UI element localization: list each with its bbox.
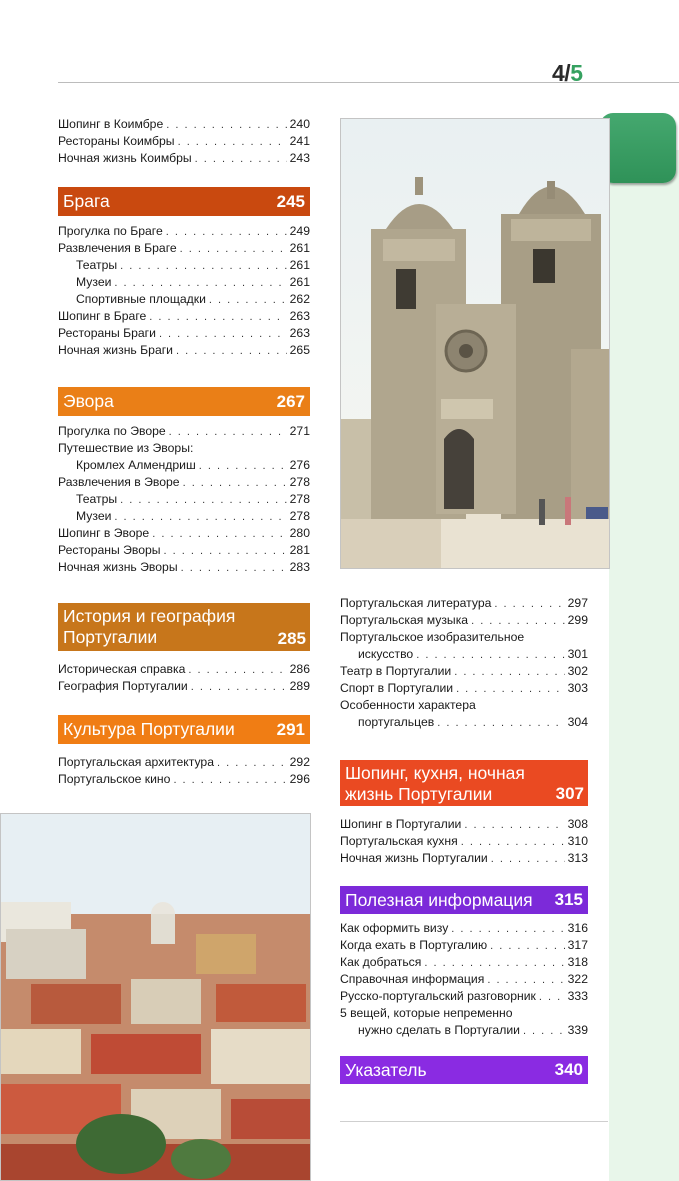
toc-entry[interactable]: Шопинг в Португалии . . . 308	[340, 816, 588, 833]
toc-entry[interactable]: Ночная жизнь Португалии . . . 313	[340, 850, 588, 867]
section-header-useful-info[interactable]: Полезная информация 315	[340, 886, 588, 914]
top-rule	[58, 82, 679, 83]
toc-entry[interactable]: Развлечения в Браге . . . 261	[58, 240, 310, 257]
right-column	[340, 595, 588, 1084]
toc-entry[interactable]: 5 вещей, которые непременно	[340, 1006, 513, 1020]
useful-info-entries	[340, 920, 588, 1039]
toc-entry[interactable]: Развлечения в Эворе . . . 278	[58, 474, 310, 491]
bottom-rule	[340, 1121, 608, 1122]
cityscape-illustration	[1, 814, 310, 1180]
chapter-tab[interactable]	[600, 113, 676, 183]
toc-entry[interactable]: Рестораны Эворы . . . 281	[58, 542, 310, 559]
toc-entry[interactable]: Музеи . . . 261	[58, 274, 310, 291]
cathedral-illustration	[341, 119, 609, 568]
toc-entry[interactable]: Когда ехать в Португалию . . . 317	[340, 937, 588, 954]
section-header-history-geography[interactable]: История и география Португалии 285	[58, 603, 310, 651]
toc-entry[interactable]: Португальское изобразительное	[340, 630, 525, 644]
history-entries	[58, 661, 310, 695]
toc-entry[interactable]: Прогулка по Эворе . . . 271	[58, 423, 310, 440]
section-header-shopping-cuisine[interactable]: Шопинг, кухня, ночная жизнь Португалии 307	[340, 760, 588, 806]
toc-entry[interactable]: Ночная жизнь Браги . . . 265	[58, 342, 310, 359]
toc-entry[interactable]: Рестораны Коимбры . . . 241	[58, 133, 310, 150]
toc-entry[interactable]: нужно сделать в Португалии . . . 339	[340, 1022, 588, 1039]
toc-entry[interactable]: Рестораны Браги . . . 263	[58, 325, 310, 342]
toc-entry[interactable]: География Португалии . . . 289	[58, 678, 310, 695]
section-header-index[interactable]: Указатель 340	[340, 1056, 588, 1084]
toc-entry[interactable]: португальцев . . . 304	[340, 714, 588, 731]
toc-entry[interactable]: Музеи . . . 278	[58, 508, 310, 525]
toc-entry[interactable]: Как оформить визу . . . 316	[340, 920, 588, 937]
right-intro-list	[340, 595, 588, 731]
section-header-evora[interactable]: Эвора 267	[58, 387, 310, 416]
toc-entry[interactable]: Спорт в Португалии . . . 303	[340, 680, 588, 697]
toc-entry[interactable]: Особенности характера	[340, 698, 476, 712]
culture-entries	[58, 754, 310, 788]
toc-entry[interactable]: Путешествие из Эворы:	[58, 441, 194, 455]
toc-entry[interactable]: Спортивные площадки . . . 262	[58, 291, 310, 308]
toc-entry[interactable]: Как добраться . . . 318	[340, 954, 588, 971]
braga-entries	[58, 223, 310, 359]
toc-entry[interactable]: Кромлех Алмендриш . . . 276	[58, 457, 310, 474]
lisbon-photo	[0, 813, 311, 1181]
toc-entry[interactable]: Театр в Португалии . . . 302	[340, 663, 588, 680]
toc-entry[interactable]: Справочная информация . . . 322	[340, 971, 588, 988]
toc-entry[interactable]: Португальская музыка . . . 299	[340, 612, 588, 629]
green-side-strip	[609, 150, 679, 1181]
toc-entry[interactable]: Театры . . . 278	[58, 491, 310, 508]
toc-entry[interactable]: Португальское кино . . . 296	[58, 771, 310, 788]
toc-entry[interactable]: Португальская кухня . . . 310	[340, 833, 588, 850]
section-header-braga[interactable]: Брага 245	[58, 187, 310, 216]
toc-entry[interactable]: Театры . . . 261	[58, 257, 310, 274]
toc-entry[interactable]: Ночная жизнь Эворы . . . 283	[58, 559, 310, 576]
toc-entry[interactable]: Португальская архитектура . . . 292	[58, 754, 310, 771]
section-header-culture[interactable]: Культура Португалии 291	[58, 715, 310, 744]
total-pages: 5	[570, 60, 583, 86]
page-number	[552, 60, 582, 87]
toc-entry[interactable]: Русско-португальский разговорник . . . 333	[340, 988, 588, 1005]
shopping-entries	[340, 816, 588, 867]
left-column	[58, 116, 310, 788]
toc-entry[interactable]: Шопинг в Коимбре . . . 240	[58, 116, 310, 133]
toc-entry[interactable]: Прогулка по Браге . . . 249	[58, 223, 310, 240]
evora-entries	[58, 423, 310, 576]
toc-entry[interactable]: Шопинг в Браге . . . 263	[58, 308, 310, 325]
toc-entry[interactable]: Ночная жизнь Коимбры . . . 243	[58, 150, 310, 167]
toc-entry[interactable]: Шопинг в Эворе . . . 280	[58, 525, 310, 542]
toc-entry[interactable]: искусство . . . 301	[340, 646, 588, 663]
toc-entry[interactable]: Португальская литература . . . 297	[340, 595, 588, 612]
left-intro-list	[58, 116, 310, 167]
current-page: 4	[552, 60, 565, 86]
cathedral-photo	[340, 118, 610, 569]
page-separator: /	[564, 60, 571, 86]
toc-entry[interactable]: Историческая справка . . . 286	[58, 661, 310, 678]
